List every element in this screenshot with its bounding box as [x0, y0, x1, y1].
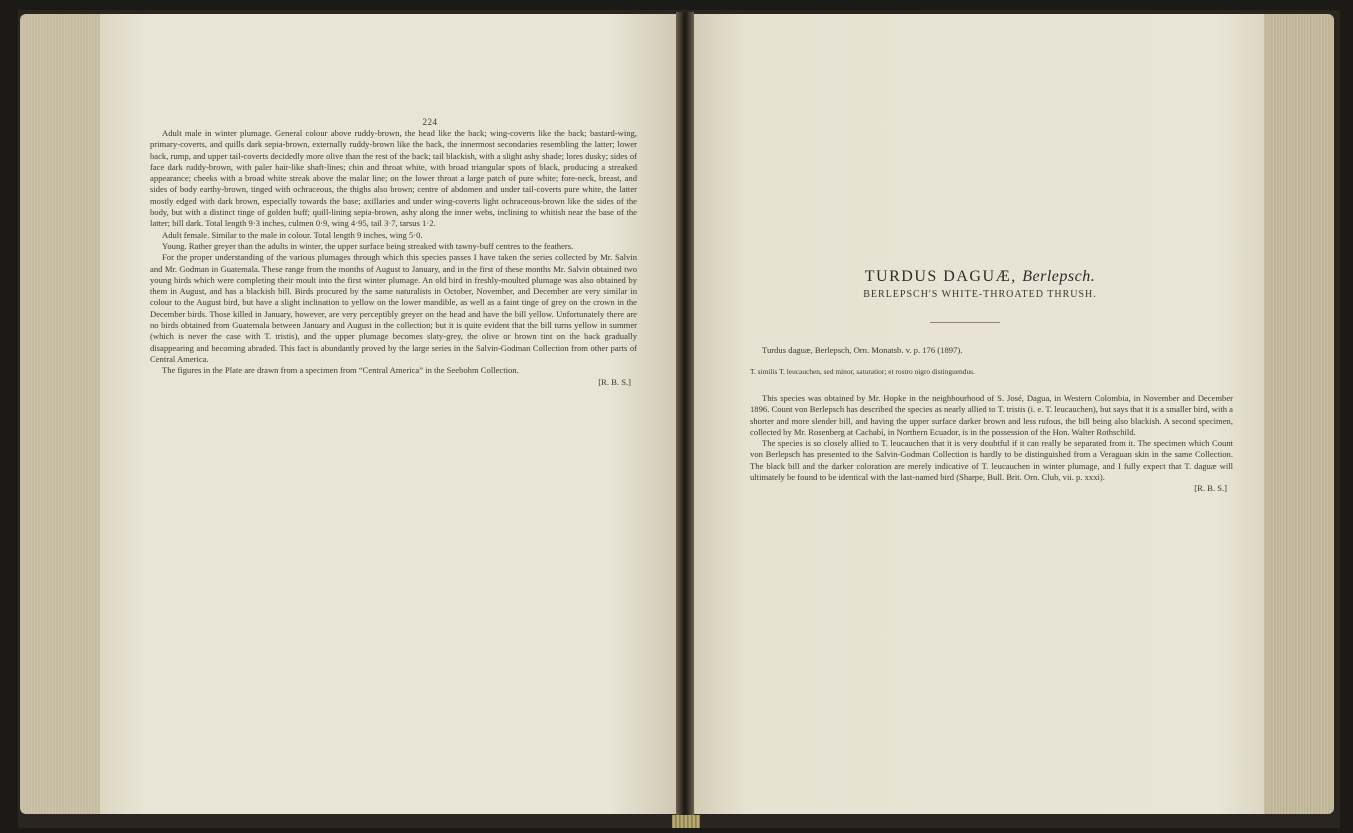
- left-page-edges: [20, 14, 102, 814]
- plumage-discussion: For the proper understanding of the various plumages through which this species passes I have taken the series collected by Mr. Salvin and Mr. Godman in Guatemala. These range from the months of August to January, and in the first of these months Mr. Salvin obtained two young birds which were completing their moult into the first winter plumage. An old bird in freshly-moulted plumage was also obtained by them in August, and has a blackish bill. Birds procured by the same naturalists in October, November, and December are very similar in colour to the August bird, but have a slight inclination to yellow on the lower mandible, as well as a faint tinge of grey on the crown in the December birds. Those killed in January, however, are very perceptibly greyer on the head and have the bill yellow. Unfortunately there are no birds obtained from Guatemala between January and August in the collection; but it is quite evident that the bill turns yellow in summer (which is never the case with T. tristis), and the upper plumage becomes slaty-grey, the olive or brown tint on the back gradually disappearing and becoming abraded. This fact is abundantly proved by the large series in the Salvin-Godman Collection from other parts of Central America.: [150, 252, 637, 364]
- description-male: Adult male in winter plumage. General colour above ruddy-brown, the head like the back; wing-coverts like the back; bastard-wing, primary-coverts, and quills dark sepia-brown, externally ruddy-brown like the back, the innermost secondaries resembling the latter; lower back, rump, and upper tail-coverts decidedly more olive than the rest of the back; tail blackish, with a slight ashy shade; lores dusky; sides of face dark ruddy-brown, with paler hair-like shaft-lines; chin and throat white, with broad triangular spots of black, producing a streaked appearance; cheeks with a broad white streak above the malar line; on the lower throat a large patch of pure white; fore-neck, breast, and sides of body earthy-brown, tinged with ochraceous, the thighs also brown; centre of abdomen and under tail-coverts pure white, the latter mostly edged with dark brown, especially towards the base; axillaries and under wing-coverts light ochraceous-brown like the sides of the body, but with a distinct tinge of golden buff; quill-lining sepia-brown, ashy along the inner webs, inclining to whitish near the base of the latter; bill dark. Total length 9·3 inches, culmen 0·9, wing 4·95, tail 3·7, tarsus 1·2.: [150, 128, 637, 229]
- species-remarks: The species is so closely allied to T. leucauchen that it is very doubtful if it can really be separated from it. The specimen which Count von Berlepsch has presented to the Salvin-Godman Collection is hardly to be distinguished from a Veraguan skin in the same Collection. The black bill and the darker coloration are merely indicative of T. leucauchen in winter plumage, and I fully expect that T. daguæ will ultimately be found to be identical with the last-named bird (Sharpe, Bull. Brit. Orn. Club, vii. p. xxxi).: [750, 438, 1233, 483]
- synonymy-reference: Turdus daguæ, Berlepsch, Orn. Monatsb. v. p. 176 (1897).: [762, 345, 963, 355]
- divider-rule: [930, 322, 1000, 323]
- common-name: BERLEPSCH'S WHITE-THROATED THRUSH.: [863, 289, 1097, 300]
- left-page-body: [150, 128, 637, 388]
- species-author: Berlepsch.: [1022, 268, 1096, 285]
- page-number: 224: [422, 117, 438, 127]
- right-page-edges: [1262, 14, 1334, 814]
- book-gutter: [676, 12, 694, 818]
- right-signature: [R. B. S.]: [1194, 483, 1227, 494]
- spine-headband: [672, 815, 700, 828]
- latin-diagnosis: T. similis T. leucauchen, sed minor, saturatior; et rostro nigro distinguendus.: [750, 367, 975, 376]
- description-female: Adult female. Similar to the male in colour. Total length 9 inches, wing 5·0.: [162, 229, 423, 240]
- plate-note: The figures in the Plate are drawn from a specimen from “Central America” in the Seebohm Collection.: [162, 365, 519, 376]
- species-account: This species was obtained by Mr. Hopke in the neighbourhood of S. José, Dagua, in Western Colombia, in November and December 1896. Count von Berlepsch has described the species as nearly allied to T. tristis (i. e. T. leucauchen), but says that it is a smaller bird, with a shorter and more slender bill, and having the upper surface darker brown and less rufous, the bill being also blackish. A second specimen, collected by Mr. Rosenberg at Cachabí, in Northern Ecuador, is in the possession of the Hon. Walter Rothschild.: [750, 393, 1233, 437]
- right-page-body: [750, 393, 1233, 495]
- left-signature: [R. B. S.]: [598, 376, 631, 387]
- species-name: TURDUS DAGUÆ,: [864, 268, 1017, 285]
- species-title: [770, 268, 1190, 286]
- description-young: Young. Rather greyer than the adults in winter, the upper surface being streaked with tawny-buff centres to the feathers.: [162, 240, 574, 251]
